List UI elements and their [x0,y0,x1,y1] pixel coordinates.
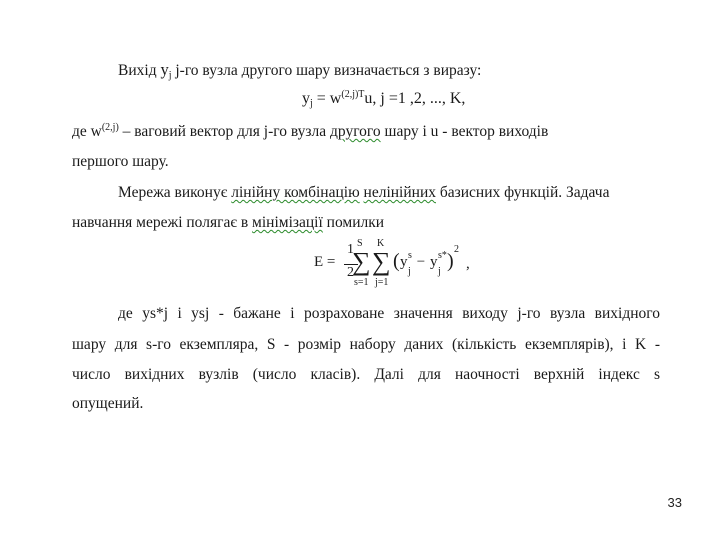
text: шару і u - вектор виходів [380,123,549,140]
sum1-lower: s=1 [354,277,369,288]
fraction-numerator: 1 [347,242,354,257]
spellcheck-word: мінімізації [252,214,323,231]
spellcheck-word: нелінійних [363,184,436,201]
formula-lhs-sub: j [310,98,313,109]
open-paren: ( [393,250,400,272]
y-target: y [430,254,438,270]
sum-symbol-2: ∑ [372,247,391,276]
sum1-upper: S [357,238,363,249]
paragraph-4-line-1: де ys*j і ysj - бажане і розраховане значення виходу j-го вузла вихідного [118,305,660,322]
paragraph-3-line-2 [72,213,660,233]
sum-symbol-1: ∑ [352,247,371,276]
variable: y [160,60,169,79]
formula-lhs: y [302,90,310,107]
text: Вихід [118,62,161,79]
text: де w [72,123,102,140]
page-number: 33 [667,495,682,510]
y-computed: y [400,254,408,270]
paragraph-2-line-1 [72,122,660,142]
y-computed-sub: j [408,266,411,277]
y-computed-sup: s [408,250,412,261]
text: Мережа виконує [118,184,232,201]
sum2-upper: K [377,238,385,249]
superscript: (2,j) [101,122,119,133]
paragraph-3-line-1 [118,183,660,203]
fraction-denominator: 2 [347,265,354,280]
spellcheck-word: лінійну комбінацію [231,184,360,201]
subscript: j [168,70,172,81]
minus: − [413,254,429,270]
paragraph-2-line-2: першого шару. [72,153,169,170]
text: базисних функцій. Задача [435,184,610,201]
text: помилки [322,214,385,231]
spellcheck-word: другого [330,123,381,140]
text: – ваговий вектор для j-го вузла [118,123,331,140]
paragraph-4-line-3: число вихідних вузлів (число класів). Далі для наочності верхній індекс s [72,366,660,383]
formula-lhs: E = [314,254,336,270]
formula-rest: u, j =1 ,2, ..., K, [364,90,466,107]
formula-error [314,240,484,290]
text: навчання мережі полягає в [72,214,253,231]
exponent: 2 [454,244,459,255]
formula-eq: = w [312,90,342,107]
paragraph-4-line-4: опущений. [72,395,144,412]
text: j-го вузла другого шару визначається з виразу: [171,62,482,79]
close-paren: ) [447,250,454,272]
formula-sup: (2,j)T [341,89,365,100]
formula-output [302,90,465,108]
y-target-sup: s* [438,250,447,261]
comma: , [466,256,470,272]
paragraph-4-line-2: шару для s-го екземпляра, S - розмір набору даних (кількість екземплярів), і K - [72,336,660,353]
sum2-lower: j=1 [375,277,389,288]
y-target-sub: j [438,266,441,277]
paragraph-1-line [118,60,660,81]
